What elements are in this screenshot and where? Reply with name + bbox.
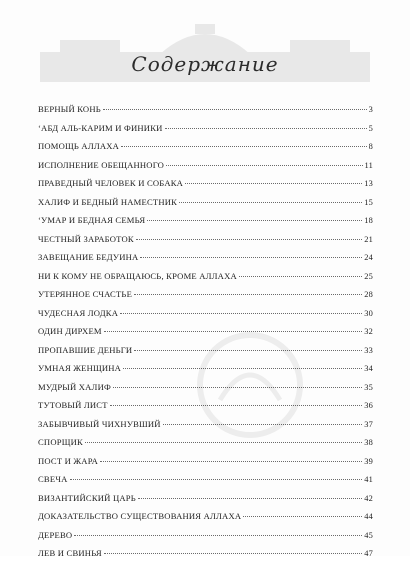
toc-entry (38, 252, 373, 271)
toc-entry-page: 45 (364, 530, 373, 540)
toc-leader-dots (121, 146, 367, 147)
toc-entry (38, 271, 373, 290)
toc-leader-dots (147, 220, 362, 221)
toc-leader-dots (70, 479, 363, 480)
toc-entry-title: ПОМОЩЬ АЛЛАХА (38, 141, 120, 151)
toc-leader-dots (134, 294, 362, 295)
toc-entry-page: 5 (368, 123, 373, 133)
toc-entry-title: ЗАБЫВЧИВЫЙ ЧИХНУВШИЙ (38, 418, 161, 429)
toc-entry-title: УМНАЯ ЖЕНЩИНА (38, 363, 122, 373)
toc-entry-page: 30 (364, 308, 373, 318)
toc-entry-page: 32 (364, 327, 373, 336)
toc-entry (38, 160, 373, 179)
toc-entry-title: ОДИН ДИРХЕМ (38, 326, 102, 336)
toc-leader-dots (104, 553, 362, 554)
toc-leader-dots (74, 535, 362, 536)
toc-leader-dots (243, 516, 362, 517)
toc-entry (38, 474, 373, 493)
toc-entry (38, 234, 373, 253)
toc-entry-title: УТЕРЯННОЕ СЧАСТЬЕ (38, 289, 133, 299)
toc-entry-title: ʻУМАР И БЕДНАЯ СЕМЬЯ (38, 215, 146, 225)
toc-entry-page: 36 (364, 401, 373, 410)
toc-entry-page: 41 (364, 475, 373, 484)
toc-entry-title: ЗАВЕЩАНИЕ БЕДУИНА (38, 252, 139, 262)
toc-leader-dots (100, 461, 362, 462)
toc-entry-title: ИСПОЛНЕНИЕ ОБЕЩАННОГО (38, 159, 165, 170)
toc-entry-page: 13 (364, 179, 373, 188)
toc-leader-dots (179, 202, 362, 203)
toc-entry-page: 39 (364, 456, 373, 466)
toc-leader-dots (136, 239, 362, 240)
toc-entry (38, 530, 373, 549)
toc-entry-page: 11 (364, 160, 373, 170)
toc-entry-title: СВЕЧА (38, 474, 68, 484)
calligraphy-watermark-icon (190, 330, 310, 440)
toc-entry-page: 21 (364, 234, 373, 244)
page-title: Содержание (131, 52, 279, 76)
toc-entry-title: СПОРЩИК (38, 437, 83, 447)
toc-entry-page: 35 (364, 382, 373, 392)
toc-entry (38, 215, 373, 234)
toc-entry (38, 308, 373, 327)
toc-leader-dots (120, 313, 362, 314)
toc-entry-title: ВЕРНЫЙ КОНЬ (38, 104, 101, 114)
toc-entry (38, 197, 373, 216)
toc-entry-title: ДОКАЗАТЕЛЬСТВО СУЩЕСТВОВАНИЯ АЛЛАХА (38, 511, 242, 521)
toc-entry-page: 44 (364, 512, 373, 521)
toc-entry-title: ʻАБД АЛЬ-КАРИМ И ФИНИКИ (38, 122, 163, 133)
toc-entry-page: 18 (364, 216, 373, 225)
toc-entry-title: ВИЗАНТИЙСКИЙ ЦАРЬ (38, 492, 136, 503)
toc-entry-page: 34 (364, 364, 373, 373)
toc-entry-title: ТУТОВЫЙ ЛИСТ (38, 400, 108, 410)
toc-leader-dots (140, 257, 362, 258)
toc-entry-title: ДЕРЕВО (38, 529, 73, 540)
toc-entry-title: ПРОПАВШИЕ ДЕНЬГИ (38, 344, 133, 355)
toc-entry-title: НИ К КОМУ НЕ ОБРАЩАЮСЬ, КРОМЕ АЛЛАХА (38, 270, 237, 281)
toc-entry (38, 104, 373, 123)
toc-entry-page: 38 (364, 438, 373, 447)
toc-entry-title: МУДРЫЙ ХАЛИФ (38, 381, 111, 392)
toc-entry (38, 289, 373, 308)
toc-entry-page: 24 (364, 253, 373, 262)
toc-entry (38, 548, 373, 567)
toc-entry-title: ПРАВЕДНЫЙ ЧЕЛОВЕК И СОБАКА (38, 178, 184, 188)
toc-leader-dots (138, 498, 362, 499)
toc-entry-title: ЧЕСТНЫЙ ЗАРАБОТОК (38, 233, 134, 244)
toc-leader-dots (165, 128, 367, 129)
toc-leader-dots (166, 165, 362, 166)
toc-entry-title: ПОСТ И ЖАРА (38, 455, 98, 466)
toc-leader-dots (239, 276, 362, 277)
toc-entry-page: 37 (364, 419, 373, 429)
toc-leader-dots (103, 109, 367, 110)
toc-entry-page: 15 (364, 197, 373, 207)
toc-entry-page: 33 (364, 345, 373, 355)
toc-entry-page: 42 (364, 493, 373, 503)
toc-entry (38, 178, 373, 197)
toc-leader-dots (185, 183, 362, 184)
toc-entry-page: 8 (368, 142, 373, 151)
toc-entry-title: ЛЕВ И СВИНЬЯ (38, 548, 102, 558)
toc-entry-page: 25 (364, 271, 373, 281)
toc-entry (38, 511, 373, 530)
toc-entry-title: ЧУДЕСНАЯ ЛОДКА (38, 307, 119, 318)
toc-entry (38, 141, 373, 160)
toc-entry-page: 47 (364, 549, 373, 558)
toc-entry (38, 123, 373, 142)
toc-entry (38, 456, 373, 475)
toc-leader-dots (85, 442, 362, 443)
toc-entry (38, 493, 373, 512)
toc-entry-page: 3 (368, 105, 373, 114)
toc-entry-title: ХАЛИФ И БЕДНЫЙ НАМЕСТНИК (38, 196, 178, 207)
toc-entry-page: 28 (364, 290, 373, 299)
